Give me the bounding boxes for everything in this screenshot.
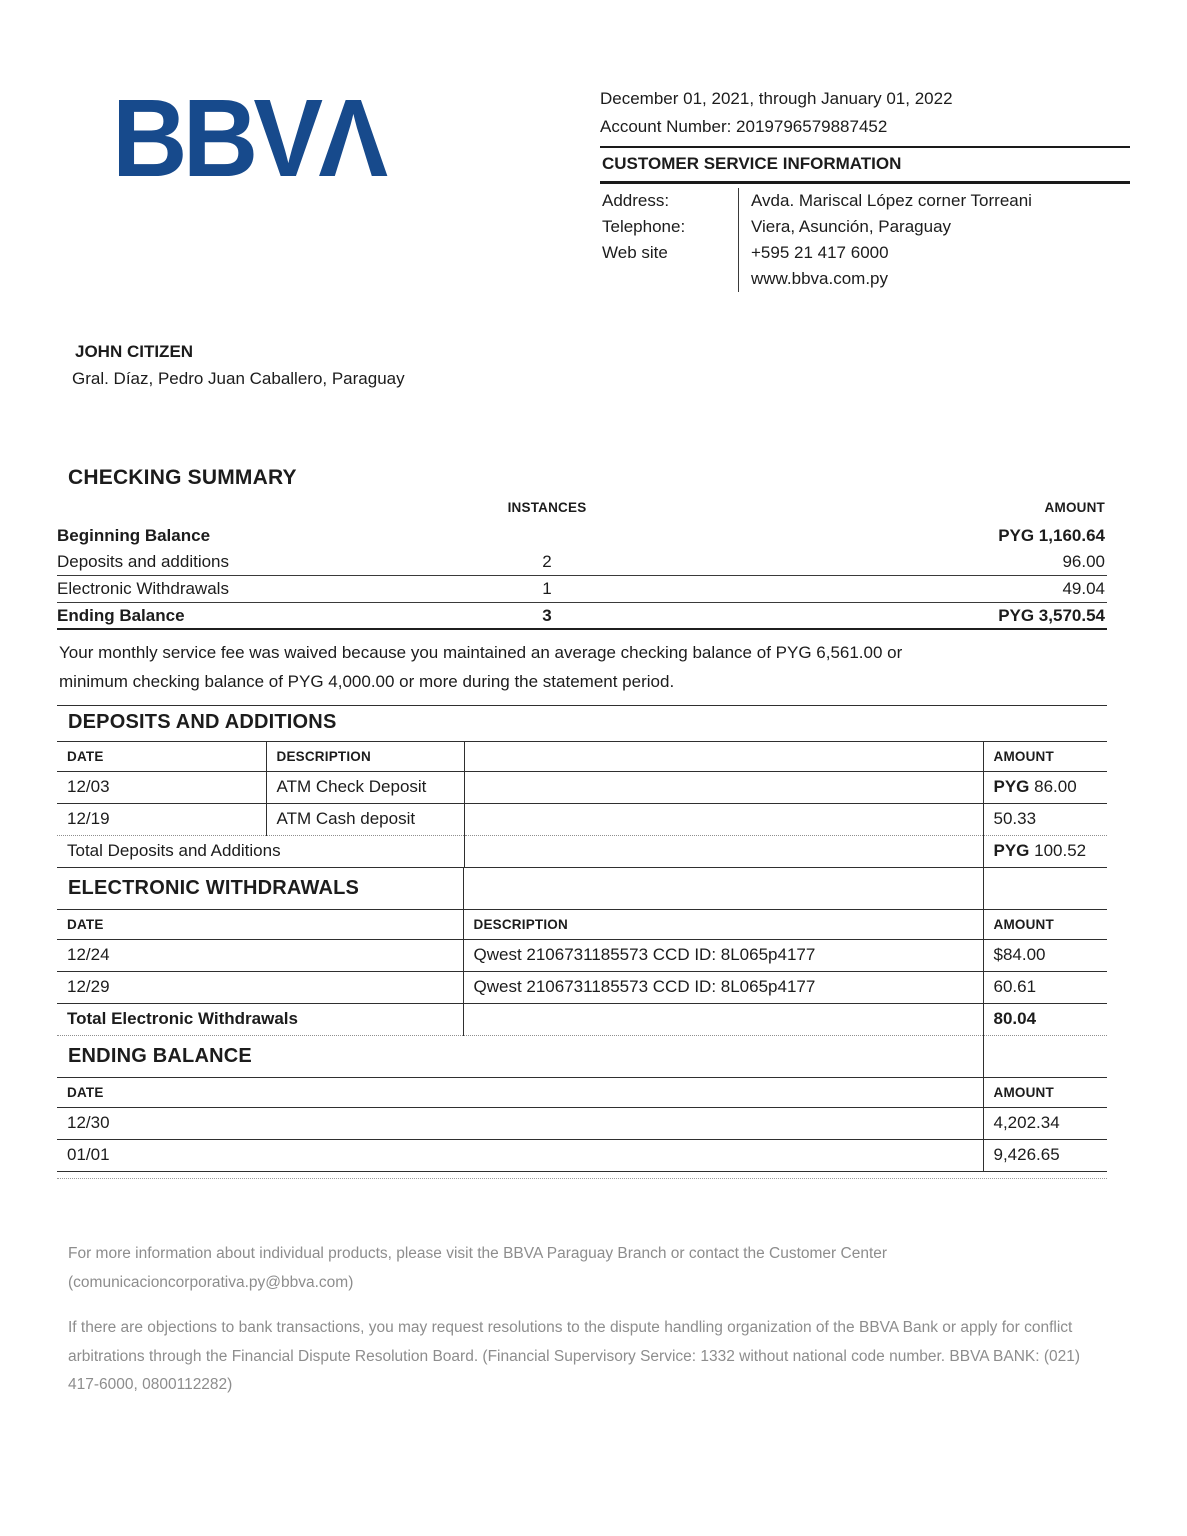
amount-column-header: AMOUNT [983,1078,1107,1108]
date-column-header: DATE [57,742,266,772]
table-total-row [57,836,1107,868]
description-column-header: DESCRIPTION [266,742,464,772]
table-row [57,1108,1107,1140]
row-instances: 1 [542,579,552,598]
description-cell: ATM Check Deposit [266,772,464,804]
total-label-cell: Total Deposits and Additions [57,836,464,868]
withdrawals-title: ELECTRONIC WITHDRAWALS [68,877,360,899]
row-amount: PYG 3,570.54 [998,605,1105,625]
deposits-title: DEPOSITS AND ADDITIONS [68,711,337,733]
section-title-row [57,1036,1107,1078]
total-amount-cell: 80.04 [983,1004,1107,1036]
table-header-row [57,742,1107,772]
table-row [57,1140,1107,1172]
row-amount: PYG 1,160.64 [998,525,1105,545]
contact-info [600,184,1130,292]
address-label: Address: [602,191,670,210]
row-label: Beginning Balance [57,525,211,545]
note-line1: Your monthly service fee was waived because you maintained an average checking balance of PYG 6,561.00 or [59,643,903,662]
amount-column-header: AMOUNT [1044,500,1105,515]
amount-column-header: AMOUNT [983,910,1107,940]
date-cell: 12/03 [57,772,266,804]
date-column-header: DATE [57,910,463,940]
row-label: Deposits and additions [57,552,230,571]
instances-column-header: INSTANCES [507,500,587,515]
spacer-cell [463,868,983,910]
date-cell: 01/01 [57,1140,983,1172]
telephone-label: Telephone: [602,217,686,236]
row-instances: 2 [542,552,552,571]
ending-balance-title: ENDING BALANCE [68,1045,252,1067]
table-header-row [57,910,1107,940]
spacer-cell [464,742,983,772]
customer-address: Gral. Díaz, Pedro Juan Caballero, Paraguay [72,369,405,388]
contact-labels [600,188,738,292]
statement-body [57,466,1107,1179]
telephone-value: +595 21 417 6000 [751,243,889,262]
amount-value: 100.52 [1029,841,1087,860]
ending-balance-table [57,1036,1107,1172]
table-row [57,940,1107,972]
date-column-header: DATE [57,1078,983,1108]
checking-summary-title: CHECKING SUMMARY [68,466,297,489]
amount-cell: $84.00 [983,940,1107,972]
description-cell: Qwest 2106731185573 CCD ID: 8L065p4177 [463,972,983,1004]
deposits-table [57,741,1107,868]
table-row [57,772,1107,804]
account-number: Account Number: 2019796579887452 [600,117,888,136]
section-title-row [57,868,1107,910]
address-value-line1: Avda. Mariscal López corner Torreani [751,191,1032,210]
date-cell: 12/19 [57,804,266,836]
note-line2: minimum checking balance of PYG 4,000.00 or more during the statement period. [59,671,675,691]
description-cell: ATM Cash deposit [266,804,464,836]
row-label: Electronic Withdrawals [57,579,229,598]
statement-header [600,86,1130,292]
bbva-logo: BBVΛ [112,77,384,200]
spacer-cell [463,1004,983,1036]
footer-line: (comunicacioncorporativa.py@bbva.com) [68,1273,354,1291]
spacer-cell [983,1036,1107,1078]
amount-cell: 9,426.65 [983,1140,1107,1172]
total-label-cell: Total Electronic Withdrawals [57,1004,463,1036]
description-cell: Qwest 2106731185573 CCD ID: 8L065p4177 [463,940,983,972]
currency-prefix: PYG [993,777,1030,796]
amount-cell [983,804,1107,836]
table-header-row [57,1078,1107,1108]
checking-summary-header [57,500,1107,515]
currency-prefix: PYG [993,841,1030,860]
row-amount: 49.04 [1062,579,1105,598]
amount-cell: 60.61 [983,972,1107,1004]
address-value-line2: Viera, Asunción, Paraguay [751,217,952,236]
service-fee-note [57,639,1107,696]
amount-value: 50.33 [993,809,1037,828]
summary-row-withdrawals [57,576,1107,603]
amount-cell: 4,202.34 [983,1108,1107,1140]
amount-cell [983,772,1107,804]
spacer-cell [464,804,983,836]
divider [57,1178,1107,1179]
contact-values [738,188,1130,292]
description-column-header: DESCRIPTION [463,910,983,940]
footer-paragraph-1 [68,1240,1108,1297]
website-label: Web site [602,243,668,262]
customer-block [72,338,405,392]
row-amount: 96.00 [1062,552,1105,571]
customer-name: JOHN CITIZEN [75,342,194,361]
spacer-cell [464,772,983,804]
table-row [57,972,1107,1004]
deposits-section-head [57,705,1107,741]
date-cell: 12/29 [57,972,463,1004]
statement-footer [68,1240,1108,1400]
footer-paragraph-2: If there are objections to bank transactions, you may request resolutions to the dispute handling organization of the BBVA Bank or apply for conflict arbitrations through the Financial Dispute Resolution Board. (Financial Supervisory Service: 1332 without national code number. BBVA BANK: (021) 417-6000, 0800112282) [68,1319,1081,1393]
withdrawals-table [57,868,1107,1036]
summary-row-beginning-balance [57,522,1107,549]
amount-value: 86.00 [1029,777,1077,796]
row-instances: 3 [542,605,552,625]
summary-row-deposits [57,549,1107,576]
row-label: Ending Balance [57,605,185,625]
footer-line: For more information about individual products, please visit the BBVA Paraguay Branch or contact the Customer Center [68,1245,888,1262]
date-cell: 12/30 [57,1108,983,1140]
spacer-cell [464,836,983,868]
spacer-cell [983,868,1107,910]
website-value: www.bbva.com.py [751,269,888,288]
table-row [57,804,1107,836]
date-cell: 12/24 [57,940,463,972]
summary-row-ending-balance [57,603,1107,630]
customer-service-title: CUSTOMER SERVICE INFORMATION [602,154,902,173]
amount-column-header: AMOUNT [983,742,1107,772]
total-amount-cell [983,836,1107,868]
table-total-row [57,1004,1107,1036]
statement-period: December 01, 2021, through January 01, 2022 [600,89,953,108]
